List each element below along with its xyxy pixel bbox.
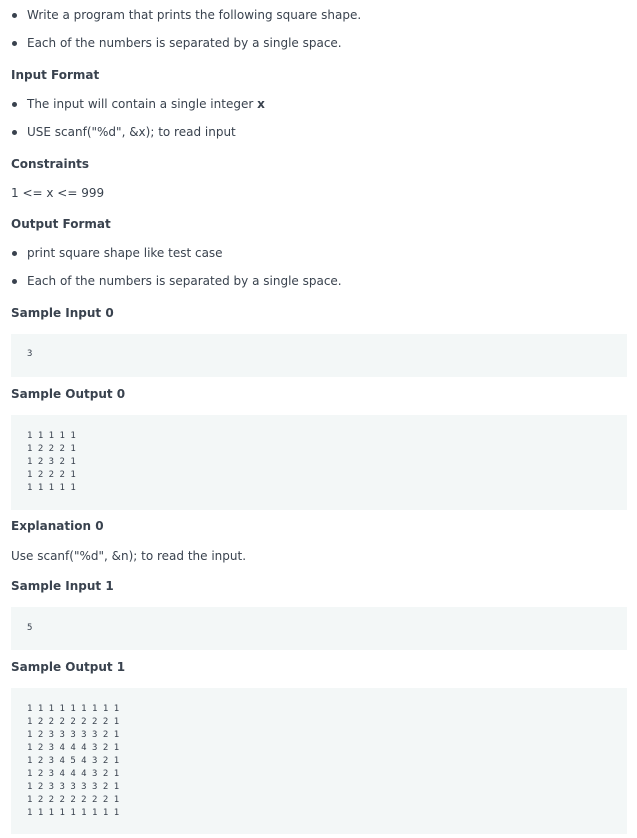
input-format-heading: Input Format: [11, 68, 100, 82]
output-format-item: Each of the numbers is separated by a single space.: [0, 273, 342, 289]
input-format-item-text: The input will contain a single integer: [27, 97, 258, 111]
input-format-list: [0, 96, 265, 112]
constraints-heading: Constraints: [11, 157, 90, 171]
constraints-text: 1 <= x <= 999: [11, 186, 105, 200]
sample-output-1-code: 1 1 1 1 1 1 1 1 1 1 2 2 2 2 2 2 2 1 1 2 3 3 3 3 3 2 1 1 2 3 4 4 4 3 2 1 1 2 3 4 5 4 3 2 1 1 2 3 4 4 4 3 2 1 1 2 3 3 3 3 3 2 1 1 2 2 2 2 2 2 2 1 1 1 1 1 1 1 1 1 1: [11, 688, 627, 834]
sample-output-1-heading: Sample Output 1: [11, 660, 126, 674]
sample-input-0-heading: Sample Input 0: [11, 306, 114, 320]
output-format-list-2: [0, 273, 342, 289]
output-format-item: print square shape like test case: [0, 245, 223, 261]
variable-name: x: [257, 97, 265, 111]
sample-input-1-code: 5: [11, 607, 627, 650]
explanation-0-heading: Explanation 0: [11, 519, 104, 533]
output-format-heading: Output Format: [11, 217, 111, 231]
input-format-list-2: [0, 124, 236, 140]
explanation-0-text: Use scanf("%d", &n); to read the input.: [11, 549, 247, 563]
sample-output-0-heading: Sample Output 0: [11, 387, 126, 401]
sample-input-1-heading: Sample Input 1: [11, 579, 114, 593]
intro-item: Write a program that prints the following square shape.: [0, 7, 361, 23]
intro-list: [0, 7, 361, 23]
input-format-item: USE scanf("%d", &x); to read input: [0, 124, 236, 140]
intro-list-2: [0, 35, 342, 51]
output-format-list: [0, 245, 223, 261]
intro-item: Each of the numbers is separated by a single space.: [0, 35, 342, 51]
sample-output-0-code: 1 1 1 1 1 1 2 2 2 1 1 2 3 2 1 1 2 2 2 1 1 1 1 1 1: [11, 415, 627, 510]
sample-input-0-code: 3: [11, 334, 627, 377]
input-format-item: [0, 96, 265, 112]
